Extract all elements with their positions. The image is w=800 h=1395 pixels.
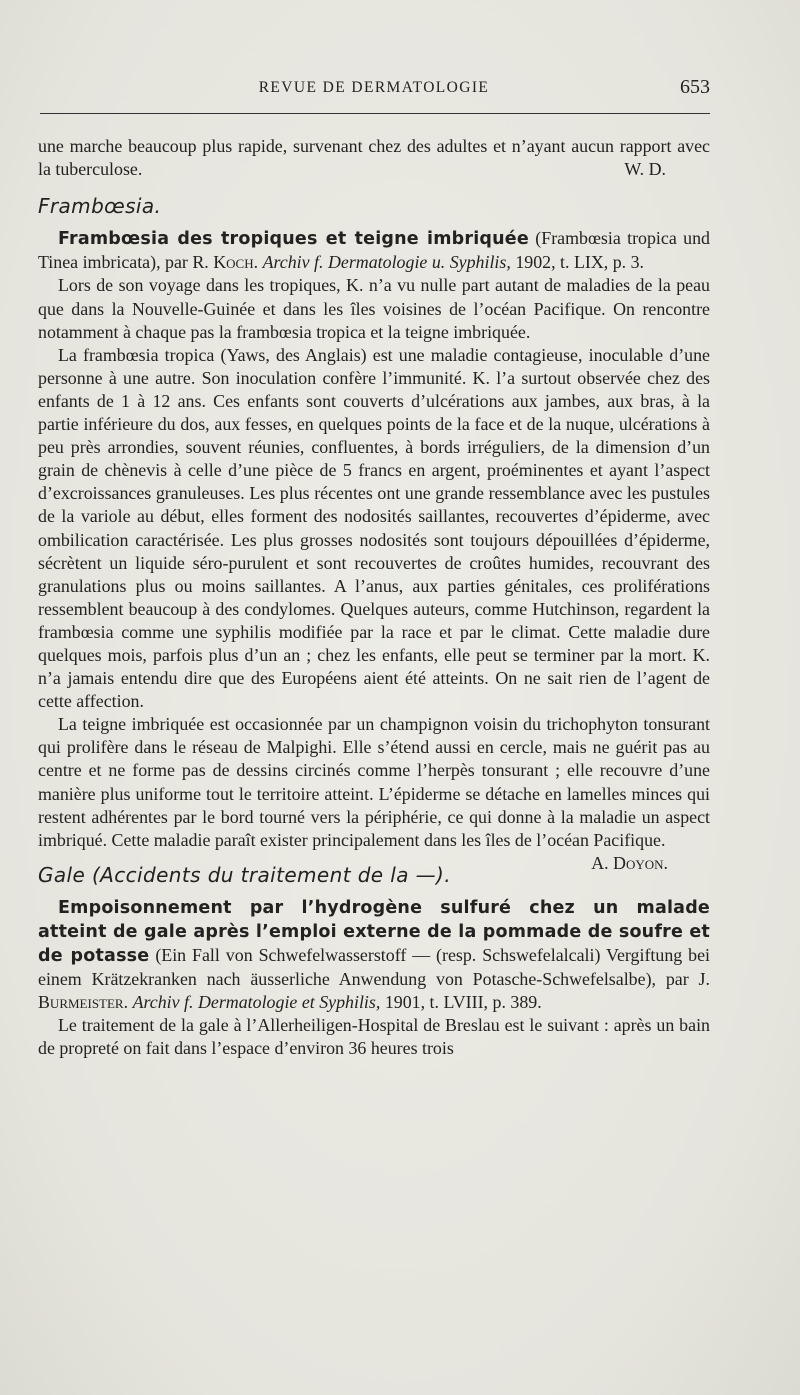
- article-citation-gale: [38, 896, 710, 1014]
- article-title: Frambœsia des tropiques et teigne imbriquée: [58, 229, 529, 250]
- journal-reference: 1901, t. LVIII, p. 389.: [384, 992, 542, 1013]
- section-heading-framboesia: Frambœsia.: [38, 194, 162, 219]
- prev-article-text: une marche beaucoup plus rapide, survenant chez des adultes et n’ayant aucun rapport avec la tuberculose.: [38, 136, 710, 180]
- prev-article-end: [38, 135, 710, 181]
- article-title-translation: (Frambœsia tropica und Tinea imbricata), par: [38, 228, 710, 273]
- page-number: 653: [680, 76, 710, 98]
- prev-article-author: W. D.: [624, 159, 666, 180]
- header-rule: [40, 113, 710, 114]
- article-author: Burmeister.: [38, 992, 129, 1013]
- body-text: [38, 135, 710, 1061]
- article-signature: A. Doyon.: [591, 852, 668, 873]
- paragraph: La frambœsia tropica (Yaws, des Anglais) est une maladie contagieuse, inoculable d’une personne à une autre. Son inoculation confère l’immunité. K. l’a surtout observée chez des enfants de 1 à 12 ans. Ces enfants sont couverts d’ulcérations aux jambes, aux bras, à la partie inférieure du dos, aux fesses, en quelques points de la face et de la nuque, ulcérations à peu près arrondies, souvent réunies, confluentes, à bords irréguliers, de la dimension d’un grain de chènevis à celle d’une pièce de 5 francs en argent, proéminentes et ayant l’aspect d’excroissances granuleuses. Les plus récentes ont une grande ressemblance avec les pustules de la variole au début, elles forment des nodosités saillantes, recouvertes d’épiderme, avec ombilication caractérisée. Les plus grosses nodosités sont toujours dépouillées d’épiderme, sécrètent un liquide séro-purulent et sont recouvertes de croûtes humides, recouvrant des granulations plus ou moins saillantes. A l’anus, aux parties génitales, ces proliférations ressemblent beaucoup à des condylomes. Quelques auteurs, comme Hutchinson, regardent la frambœsia comme une syphilis modifiée par la race et par le climat. Cette maladie dure quelques mois, parfois plus d’un an ; chez les enfants, elle peut se terminer par la mort. K. n’a jamais entendu dire que des Européens aient été atteints. On ne sait rien de l’agent de cette affection.: [38, 344, 710, 712]
- paragraph: Lors de son voyage dans les tropiques, K. n’a vu nulle part autant de maladies de la peau que dans la Nouvelle-Guinée et dans les îles voisines de l’océan Pacifique. On rencontre notamment à chaque pas la frambœsia tropica et la teigne imbriquée.: [38, 275, 710, 342]
- journal-name: Archiv f. Dermatologie u. Syphilis,: [262, 252, 511, 273]
- article-citation-framboesia: [38, 227, 710, 274]
- journal-reference: 1902, t. LIX, p. 3.: [515, 252, 645, 273]
- paragraph-text: La teigne imbriquée est occasionnée par un champignon voisin du trichophyton tonsurant qui prolifère dans le réseau de Malpighi. Elle s’étend aussi en cercle, mais ne guérit pas au centre et ne forme pas de dessins circinés comme l’herpès tonsurant ; elle recouvre d’une manière plus uniforme tout le territoire atteint. L’épiderme se détache en lamelles minces qui restent adhérentes par le bord tourné vers la périphérie, ce qui donne à la maladie un aspect imbriqué. Cette maladie paraît exister principalement dans les îles de l’océan Pacifique.: [38, 714, 710, 850]
- section-heading-gale: Gale (Accidents du traitement de la —).: [38, 862, 452, 887]
- article-author: R. Koch.: [192, 252, 259, 273]
- paragraph: [38, 713, 710, 873]
- article-title-translation: (Ein Fall von Schwefelwasserstoff — (resp. Schswefelalcali) Vergiftung bei einem Krätzekranken nach äusserliche Anwendung von Potasche-Schwefelsalbe), par J.: [38, 945, 710, 990]
- paragraph: Le traitement de la gale à l’Allerheiligen-Hospital de Breslau est le suivant : après un bain de propreté on fait dans l’espace d’environ 36 heures trois: [38, 1015, 710, 1059]
- running-head: [38, 77, 710, 103]
- article-title: Empoisonnement par l’hydrogène sulfuré chez un malade atteint de gale après l’emploi externe de la pommade de soufre et de potasse: [38, 897, 710, 967]
- journal-name: Archiv f. Dermatologie et Syphilis,: [132, 992, 381, 1013]
- journal-title: REVUE DE DERMATOLOGIE: [258, 79, 490, 96]
